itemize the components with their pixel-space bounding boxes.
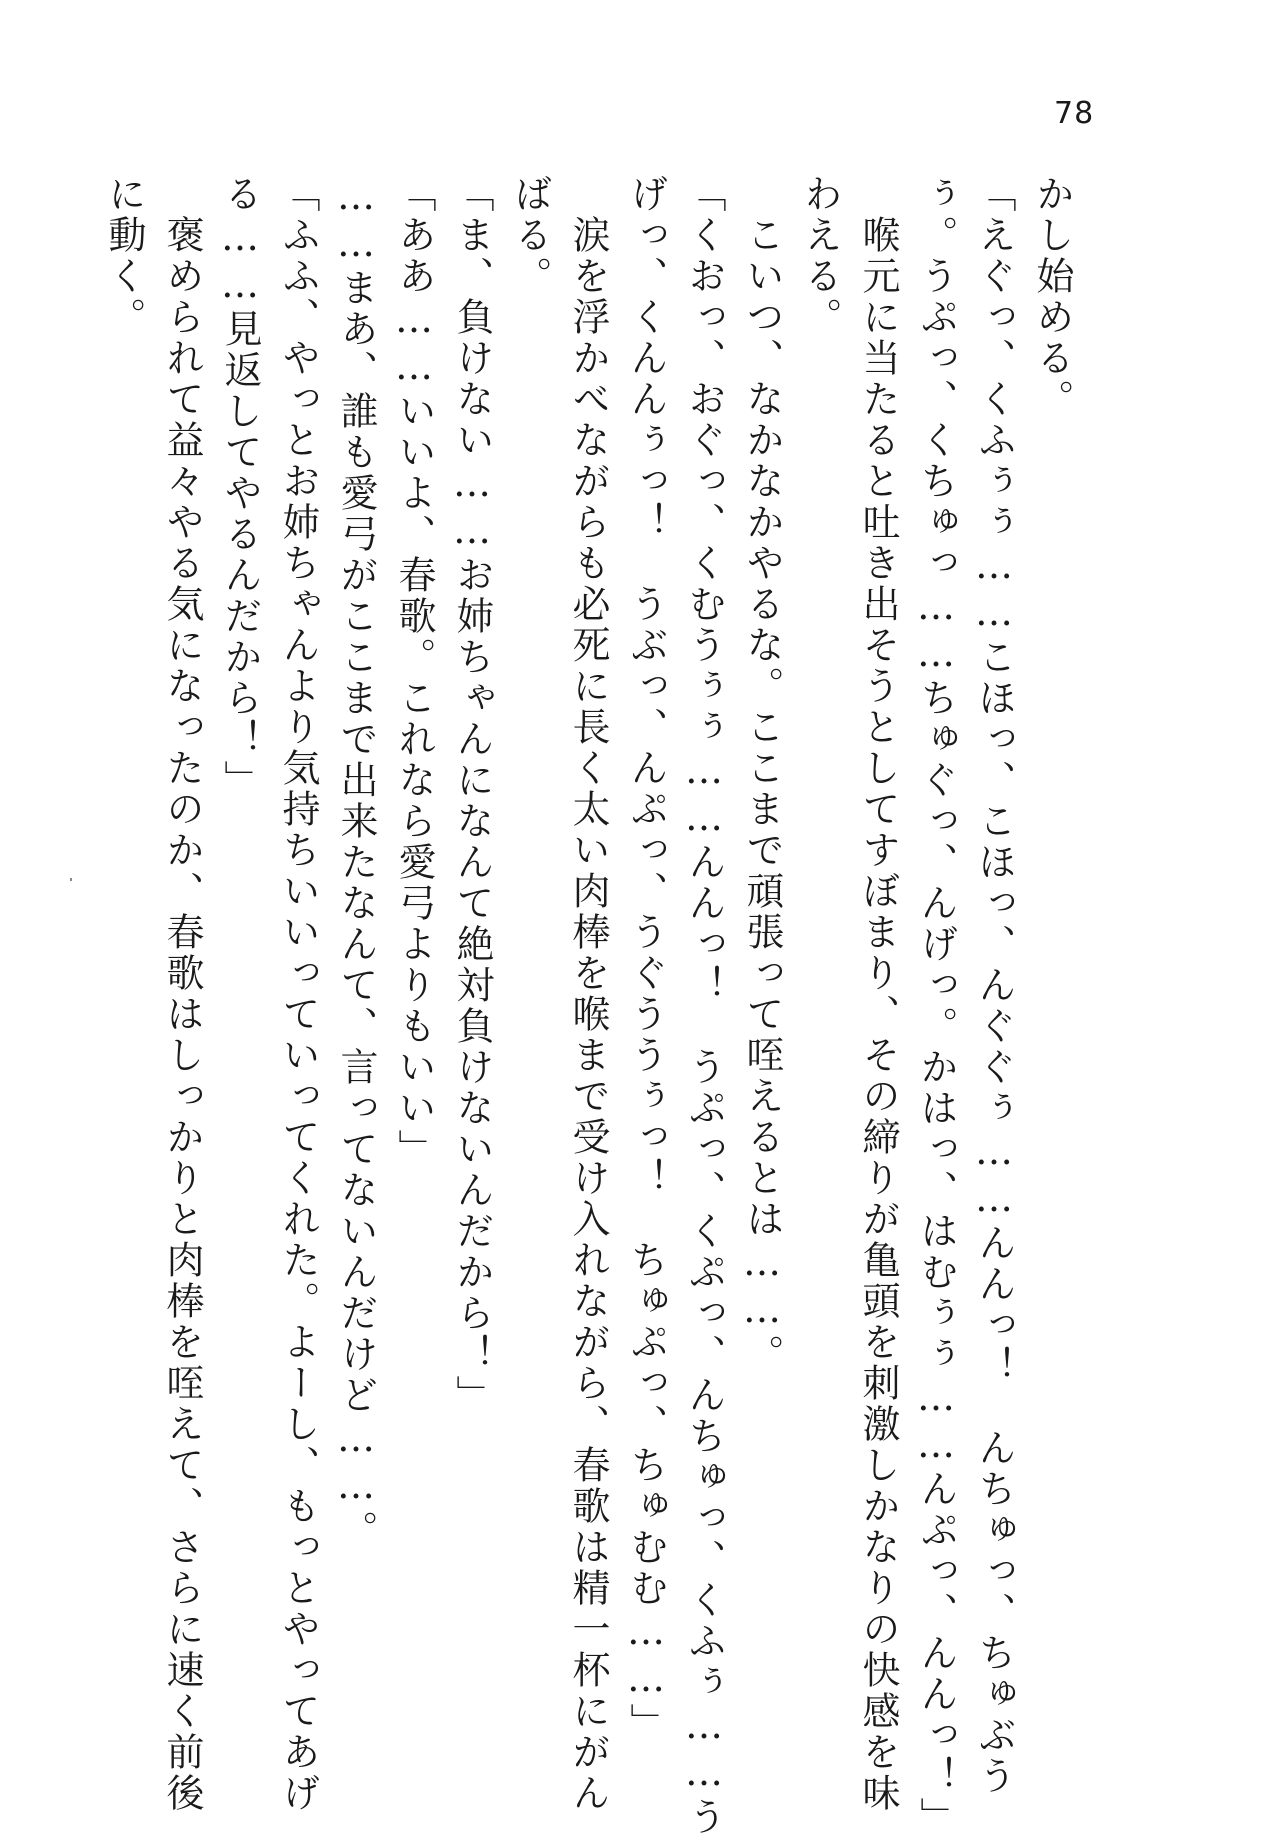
text-line: 喉元に当たると吐き出そうとしてすぼまり、その締りが亀頭を刺激しかなりの快感を味	[856, 174, 900, 1814]
text-line: 「ま、負けない……お姉ちゃんになんて絶対負けないんだから！」	[450, 174, 494, 1416]
text-line: わえる。	[798, 174, 842, 338]
body-text	[0, 174, 1280, 1838]
text-line: 「ああ……いいよ、春歌。これなら愛弓よりもいい」	[392, 174, 436, 1170]
text-line: こいつ、なかなかやるな。ここまで頑張って咥えるとは……。	[740, 174, 784, 1375]
text-line: 「くおっ、おぐっ、くむうぅぅ……んんっ！ うぷっ、くぷっ、んちゅっ、くふぅ……う	[682, 174, 726, 1838]
page-number: 78	[1054, 96, 1095, 131]
scan-speck	[70, 878, 72, 881]
text-line: に動く。	[102, 174, 146, 338]
text-line: る……見返してやるんだから！」	[218, 174, 262, 801]
text-line: 「ふふ、やっとお姉ちゃんより気持ちいいっていってくれた。よーし、もっとやってあげ	[276, 174, 320, 1814]
text-line: ……まあ、誰も愛弓がここまで出来たなんて、言ってないんだけど……。	[334, 174, 378, 1551]
text-line: 「えぐっ、くふぅぅ……こほっ、こほっ、んぐぐぅ……んんっ！ んちゅっ、ちゅぶう	[972, 174, 1016, 1797]
text-line: ばる。	[508, 174, 552, 297]
text-line: 褒められて益々やる気になったのか、春歌はしっかりと肉棒を咥えて、さらに速く前後	[160, 174, 204, 1814]
text-line: ぅ。うぷっ、くちゅっ……ちゅぐっ、んげっ。かはっ、はむぅぅ……んぷっ、んんっ！」	[914, 174, 958, 1838]
text-line: げっ、くんんぅっ！ うぶっ、んぷっ、うぐううぅっ！ ちゅぷっ、ちゅむむ……」	[624, 174, 668, 1744]
text-line: 涙を浮かべながらも必死に長く太い肉棒を喉まで受け入れながら、春歌は精一杯にがん	[566, 174, 610, 1814]
text-line: かし始める。	[1030, 174, 1074, 420]
